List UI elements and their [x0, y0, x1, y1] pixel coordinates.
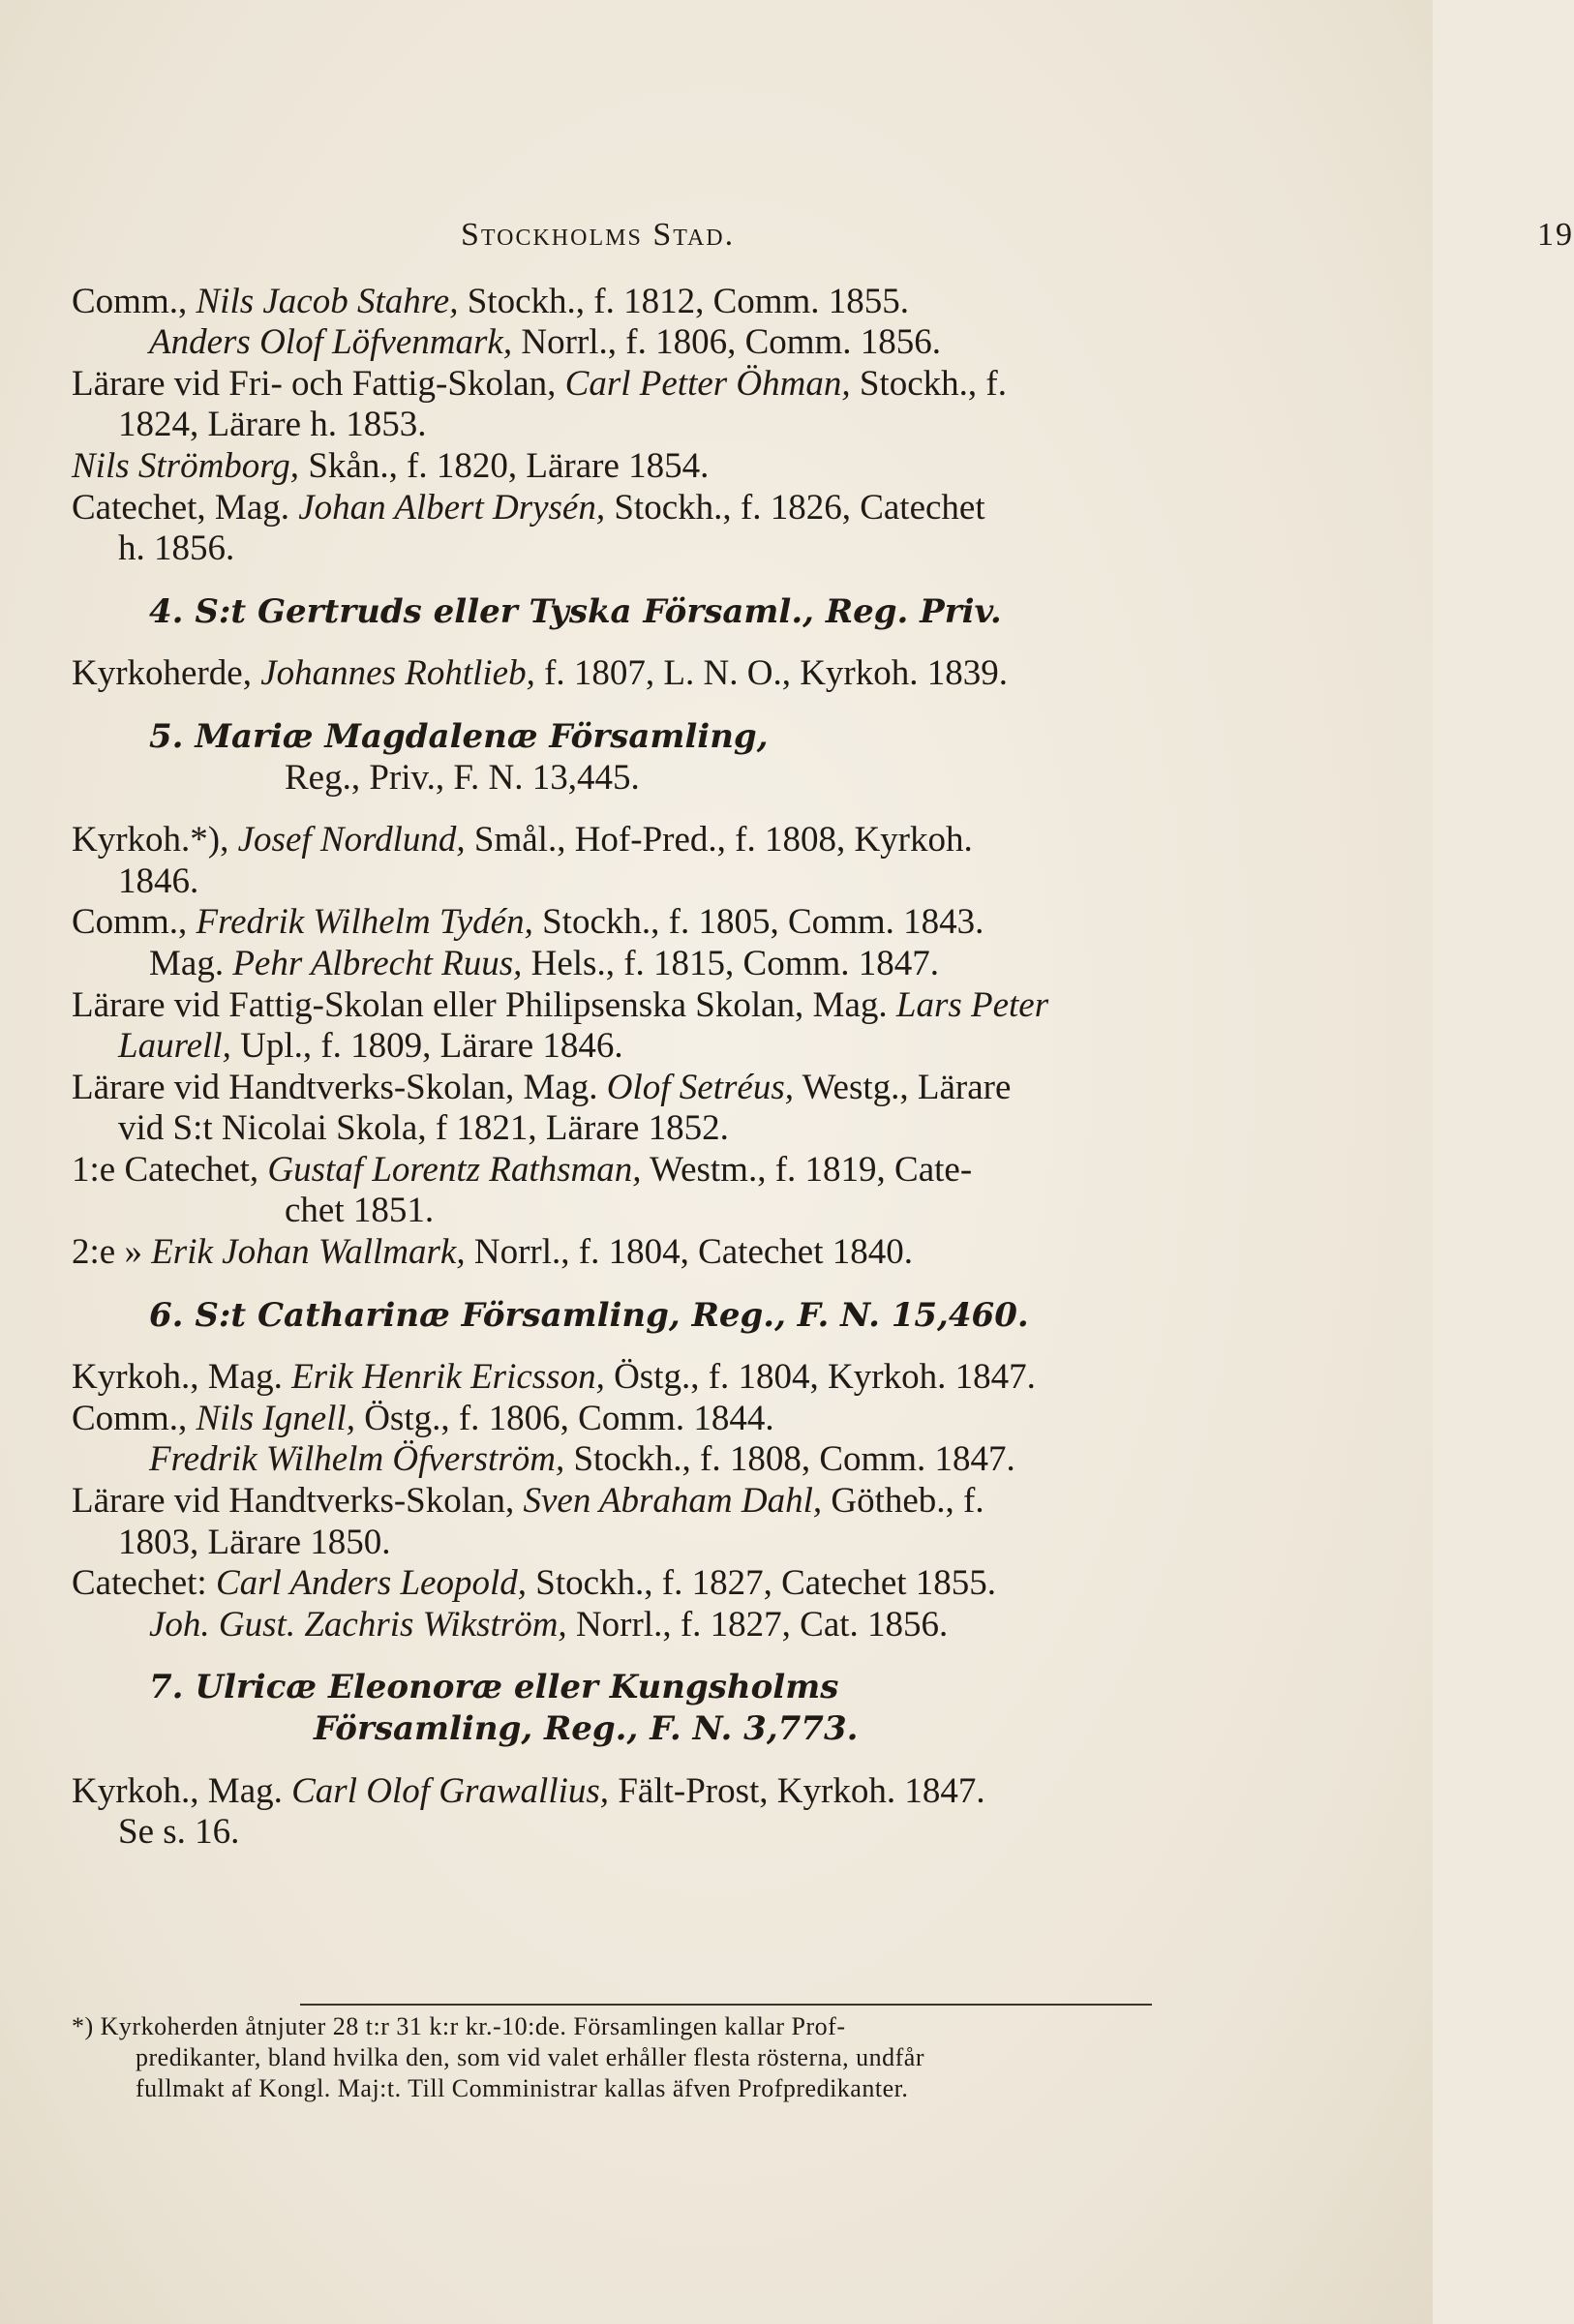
- line-text: Lärare vid Fattig-Skolan eller Philipsenska Skolan, Mag.: [72, 984, 896, 1025]
- line-text: Stockh., f. 1826, Catechet: [605, 487, 985, 528]
- text-line: [72, 405, 1220, 446]
- line-text: Stockh., f. 1808, Comm. 1847.: [564, 1439, 1015, 1480]
- text-line: [72, 1439, 1220, 1481]
- line-text: f. 1807, L. N. O., Kyrkoh. 1839.: [534, 653, 1008, 694]
- text-line: [72, 861, 1220, 903]
- text-line: [72, 902, 1220, 944]
- footnote-line: predikanter, bland hvilka den, som vid valet erhåller flesta rösterna, undfår: [136, 2043, 925, 2071]
- line-text: Lärare vid Handtverks-Skolan, Mag.: [72, 1067, 607, 1107]
- line-text: Skån., f. 1820, Lärare 1854.: [299, 445, 710, 486]
- footnote-line: fullmakt af Kongl. Maj:t. Till Comministrar kallas äfven Profpredikanter.: [136, 2074, 909, 2102]
- text-line: [72, 488, 1220, 529]
- section-heading: [72, 591, 1220, 633]
- person-name: Nils Jacob Stahre,: [196, 281, 459, 321]
- line-text: Stockh., f.: [850, 363, 1007, 404]
- line-text: Stockh., f. 1805, Comm. 1843.: [532, 902, 984, 943]
- person-name: Laurell,: [118, 1026, 231, 1067]
- line-text: Kyrkoh., Mag.: [72, 1770, 292, 1811]
- text-line: [72, 1605, 1220, 1646]
- line-text: Stockh., f. 1812, Comm. 1855.: [458, 281, 910, 321]
- page-number: 19: [1537, 217, 1574, 253]
- running-header: [461, 215, 1574, 257]
- line-text: chet 1851.: [285, 1191, 435, 1231]
- section-heading: [72, 1295, 1220, 1337]
- footnote: [72, 2011, 1214, 2104]
- line-text: 5. Mariæ Magdalenæ Församling,: [149, 716, 769, 756]
- text-line: [72, 1191, 1220, 1232]
- line-text: Lärare vid Handtverks-Skolan,: [72, 1481, 524, 1522]
- text-line: [72, 985, 1220, 1027]
- section-heading: [72, 716, 1220, 758]
- line-text: Götheb., f.: [822, 1481, 984, 1522]
- line-text: Kyrkoherde,: [72, 653, 261, 694]
- line-text: Östg., f. 1806, Comm. 1844.: [354, 1398, 774, 1438]
- text-line: [72, 1026, 1220, 1068]
- line-text: 6. S:t Catharinæ Församling, Reg., F. N. 15,460.: [149, 1295, 1029, 1335]
- person-name: Sven Abraham Dahl,: [523, 1481, 823, 1522]
- text-line: [72, 364, 1220, 406]
- person-name: Carl Anders Leopold,: [215, 1563, 528, 1604]
- line-text: 1846.: [118, 860, 199, 901]
- section-heading: [72, 1708, 1220, 1750]
- line-text: Comm.,: [72, 902, 197, 943]
- person-name: Johannes Rohtlieb,: [260, 653, 535, 694]
- person-name: Carl Olof Grawallius,: [291, 1770, 610, 1811]
- text-line: [72, 446, 1220, 488]
- person-name: Lars Peter: [895, 984, 1049, 1025]
- line-text: Kyrkoh.*),: [72, 820, 238, 860]
- line-text: Östg., f. 1804, Kyrkoh. 1847.: [604, 1357, 1036, 1398]
- person-name: Erik Johan Wallmark,: [151, 1232, 466, 1273]
- line-text: vid S:t Nicolai Skola, f 1821, Lärare 1852.: [118, 1108, 729, 1149]
- person-name: Gustaf Lorentz Rathsman,: [267, 1149, 642, 1190]
- line-text: Westm., f. 1819, Cate-: [641, 1149, 973, 1190]
- person-name: Johan Albert Drysén,: [298, 487, 606, 528]
- person-name: Olof Setréus,: [606, 1067, 794, 1107]
- line-text: 2:e »: [72, 1232, 152, 1273]
- person-name: Erik Henrik Ericsson,: [291, 1357, 605, 1398]
- line-text: Mag.: [149, 943, 233, 983]
- line-text: 1:e Catechet,: [72, 1149, 268, 1190]
- text-line: [72, 1481, 1220, 1523]
- line-text: 1824, Lärare h. 1853.: [118, 405, 427, 445]
- line-text: Catechet:: [72, 1563, 216, 1604]
- person-name: Fredrik Wilhelm Tydén,: [196, 902, 533, 943]
- text-line: [72, 1357, 1220, 1399]
- text-line: [72, 322, 1220, 364]
- text-line: [72, 1232, 1220, 1274]
- text-line: [72, 1523, 1220, 1564]
- line-text: 7. Ulricæ Eleonoræ eller Kungsholms: [149, 1668, 839, 1707]
- line-text: Stockh., f. 1827, Catechet 1855.: [527, 1563, 997, 1604]
- footnote-rule: [300, 2004, 1152, 2006]
- text-line: [72, 1771, 1220, 1813]
- line-text: Catechet, Mag.: [72, 487, 299, 528]
- line-text: Norrl., f. 1806, Comm. 1856.: [512, 322, 942, 363]
- line-text: 4. S:t Gertruds eller Tyska Församl., Reg. Priv.: [149, 591, 1002, 631]
- text-line: [72, 653, 1220, 695]
- person-name: Pehr Albrecht Ruus,: [232, 943, 523, 983]
- running-title: Stockholms Stad.: [461, 217, 736, 253]
- text-line: [72, 528, 1220, 570]
- text-line: [72, 1150, 1220, 1192]
- text-line: [72, 282, 1220, 323]
- person-name: Anders Olof Löfvenmark,: [149, 322, 513, 363]
- line-text: h. 1856.: [118, 528, 235, 569]
- text-line: [72, 1399, 1220, 1440]
- line-text: Smål., Hof-Pred., f. 1808, Kyrkoh.: [465, 820, 973, 860]
- line-text: Norrl., f. 1827, Cat. 1856.: [566, 1604, 949, 1645]
- line-text: Församling, Reg., F. N. 3,773.: [314, 1709, 859, 1748]
- line-text: Westg., Lärare: [793, 1067, 1012, 1107]
- text-line: [72, 1812, 1220, 1854]
- person-name: Josef Nordlund,: [237, 820, 466, 860]
- line-text: Lärare vid Fri- och Fattig-Skolan,: [72, 363, 565, 404]
- text-line: [72, 758, 1220, 800]
- line-text: Hels., f. 1815, Comm. 1847.: [522, 943, 940, 983]
- line-text: Upl., f. 1809, Lärare 1846.: [230, 1026, 623, 1067]
- line-text: Comm.,: [72, 1398, 197, 1438]
- line-text: Comm.,: [72, 281, 197, 321]
- person-name: Nils Ignell,: [196, 1398, 355, 1438]
- line-text: Se s. 16.: [118, 1812, 240, 1853]
- line-text: Reg., Priv., F. N. 13,445.: [285, 757, 640, 798]
- footnote-line: *) Kyrkoherden åtnjuter 28 t:r 31 k:r kr.-10:de. Församlingen kallar Prof-: [72, 2012, 846, 2040]
- text-line: [72, 1563, 1220, 1605]
- text-line: [72, 1068, 1220, 1109]
- line-text: Kyrkoh., Mag.: [72, 1357, 292, 1398]
- text-line: [72, 820, 1220, 861]
- text-line: [72, 1108, 1220, 1150]
- person-name: Joh. Gust. Zachris Wikström,: [149, 1604, 567, 1645]
- person-name: Fredrik Wilhelm Öfverström,: [149, 1439, 565, 1480]
- person-name: Carl Petter Öhman,: [564, 363, 851, 404]
- line-text: 1803, Lärare 1850.: [118, 1522, 391, 1562]
- section-heading: [72, 1667, 1220, 1708]
- person-name: Nils Strömborg,: [72, 445, 300, 486]
- line-text: Norrl., f. 1804, Catechet 1840.: [465, 1232, 914, 1273]
- line-text: Fält-Prost, Kyrkoh. 1847.: [609, 1770, 985, 1811]
- text-block: [72, 215, 1574, 1854]
- text-line: [72, 944, 1220, 985]
